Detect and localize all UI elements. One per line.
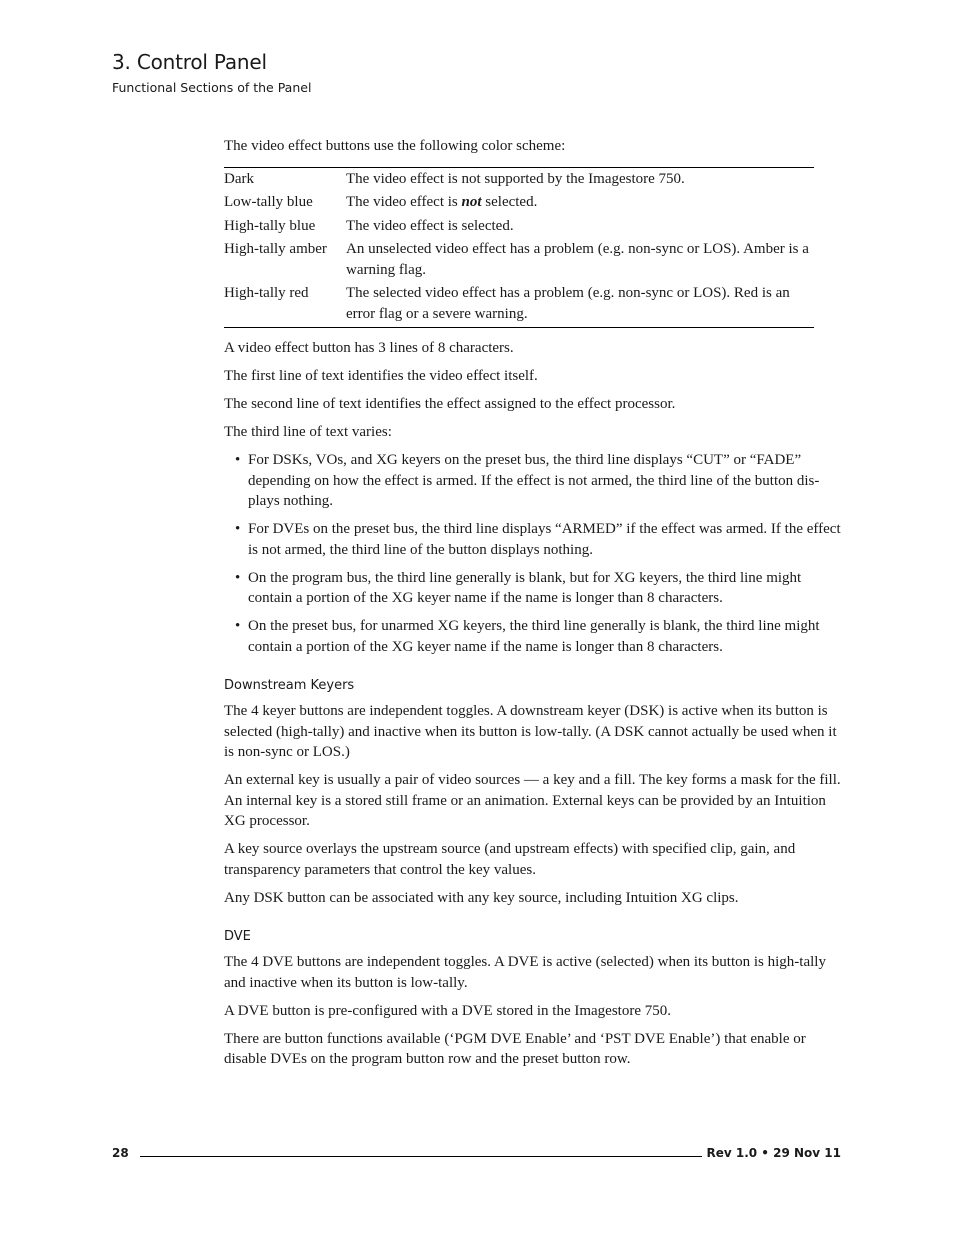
- body-paragraph: The third line of text varies:: [224, 424, 392, 440]
- scheme-term: High-tally amber: [224, 241, 327, 257]
- page-body: [224, 136, 844, 1077]
- table-row: [224, 167, 814, 192]
- bullet-icon: •: [235, 569, 241, 586]
- bullet-icon: •: [235, 452, 241, 468]
- list-item: [224, 568, 844, 609]
- third-line-list: [224, 450, 844, 657]
- body-paragraph: The 4 DVE buttons are independent toggles. A DVE is active (selected) when its button is high-tally and inactive when its button is low-tally.: [224, 954, 826, 991]
- list-item: [224, 616, 844, 657]
- section-subtitle: Functional Sections of the Panel: [112, 80, 312, 95]
- body-paragraph: There are button functions available (‘PGM DVE Enable’ and ‘PST DVE Enable’) that enable or disable DVEs on the program button row and the preset button row.: [224, 1030, 806, 1067]
- body-paragraph: The second line of text identifies the effect assigned to the effect processor.: [224, 396, 676, 412]
- page-number: 28: [112, 1146, 129, 1160]
- list-item-text: For DSKs, VOs, and XG keyers on the preset bus, the third line displays “CUT” or “FADE” depending on how the effect is armed. If the effect is not armed, the third line of the button dis-plays nothing.: [248, 452, 820, 509]
- scheme-description: The selected video effect has a problem (e.g. non-sync or LOS). Red is an error flag or a severe warning.: [346, 285, 790, 322]
- desc-text: The video effect is: [346, 194, 462, 210]
- table-row: [224, 216, 814, 240]
- desc-text: selected.: [481, 194, 538, 210]
- body-paragraph: The first line of text identifies the video effect itself.: [224, 368, 538, 384]
- scheme-term: High-tally blue: [224, 217, 316, 234]
- list-item: [224, 450, 844, 512]
- list-item-text: On the preset bus, for unarmed XG keyers, the third line generally is blank, the third line might contain a portion of the XG keyer name if the name is longer than 8 characters.: [248, 618, 820, 655]
- scheme-description: The video effect is not supported by the Imagestore 750.: [346, 170, 685, 187]
- scheme-term: High-tally red: [224, 285, 309, 301]
- scheme-term: Dark: [224, 170, 254, 187]
- body-paragraph: The 4 keyer buttons are independent toggles. A downstream keyer (DSK) is active when its button is selected (high-tally) and inactive when its button is low-tally. (A DSK cannot actually be used when it is non-sync or LOS.): [224, 703, 837, 760]
- dve-heading: DVE: [224, 929, 251, 944]
- bullet-icon: •: [235, 618, 241, 634]
- body-paragraph: An external key is usually a pair of video sources — a key and a fill. The key forms a mask for the fill. An internal key is a stored still frame or an animation. External keys can be provided by an Intuition XG processor.: [224, 772, 841, 829]
- intro-paragraph: The video effect buttons use the following color scheme:: [224, 138, 566, 154]
- body-paragraph: A video effect button has 3 lines of 8 characters.: [224, 340, 514, 356]
- body-paragraph: Any DSK button can be associated with any key source, including Intuition XG clips.: [224, 889, 739, 906]
- table-row: [224, 239, 814, 283]
- table-row: [224, 283, 814, 328]
- list-item: [224, 519, 844, 560]
- body-paragraph: A DVE button is pre-configured with a DVE stored in the Imagestore 750.: [224, 1002, 671, 1019]
- scheme-description: The video effect is selected.: [346, 217, 514, 234]
- emphasis-text: not: [461, 194, 482, 210]
- dsk-heading: Downstream Keyers: [224, 678, 355, 693]
- list-item-text: On the program bus, the third line generally is blank, but for XG keyers, the third line might contain a portion of the XG keyer name if the name is longer than 8 characters.: [248, 569, 802, 606]
- scheme-description: An unselected video effect has a problem (e.g. non-sync or LOS). Amber is a warning flag.: [346, 241, 809, 278]
- scheme-term: Low-tally blue: [224, 194, 313, 210]
- bullet-icon: •: [235, 521, 241, 537]
- footer-divider: [140, 1156, 702, 1157]
- list-item-text: For DVEs on the preset bus, the third line displays “ARMED” if the effect was armed. If the effect is not armed, the third line of the button displays nothing.: [248, 521, 841, 558]
- chapter-title: 3. Control Panel: [112, 50, 267, 74]
- body-paragraph: A key source overlays the upstream source (and upstream effects) with specified clip, gain, and transparency parameters that control the key values.: [224, 841, 796, 878]
- scheme-description: [346, 192, 814, 216]
- revision-label: Rev 1.0 • 29 Nov 11: [706, 1146, 841, 1160]
- table-row: [224, 192, 814, 216]
- color-scheme-table: [224, 167, 814, 329]
